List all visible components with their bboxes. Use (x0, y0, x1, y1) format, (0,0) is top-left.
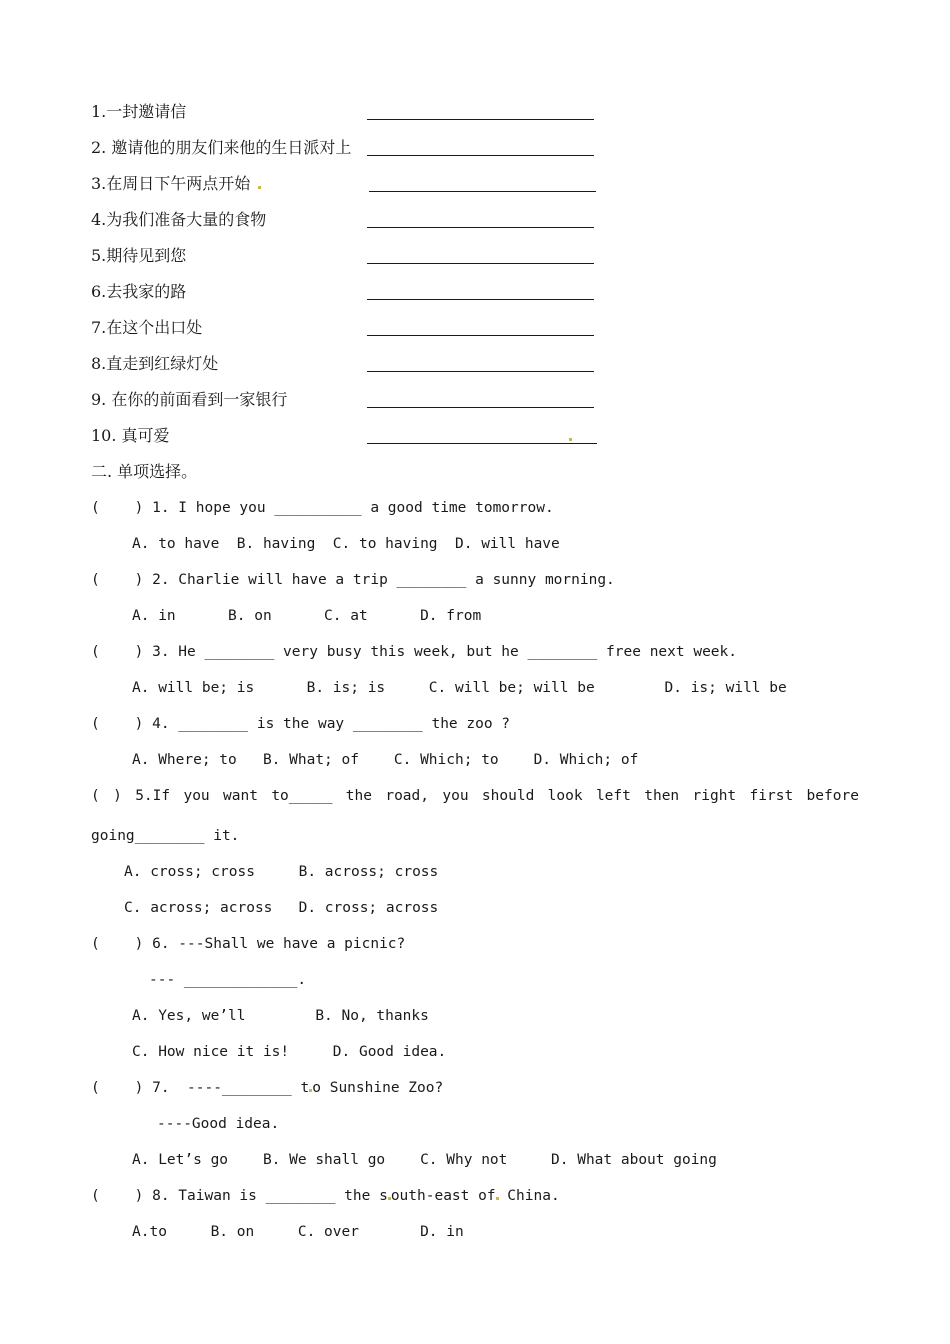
q5-word: right (692, 788, 737, 804)
q5-word: ) (113, 788, 122, 804)
question-4-options: A. Where; to B. What; of C. Which; to D. Which; of (132, 752, 639, 768)
question-1-options: A. to have B. having C. to having D. will have (132, 536, 560, 552)
question-5-options-1: A. cross; cross B. across; cross (124, 864, 439, 880)
q5-word: then (644, 788, 680, 804)
question-8-options: A.to B. on C. over D. in (132, 1224, 464, 1240)
question-5-stem-cont: going________ it. (91, 828, 240, 844)
answer-blank[interactable] (367, 227, 594, 228)
q5-word: left (595, 788, 631, 804)
vocab-item (91, 280, 601, 304)
answer-blank[interactable] (367, 299, 594, 300)
q5-word: before (806, 788, 859, 804)
vocab-item (91, 244, 601, 268)
answer-blank[interactable] (367, 155, 594, 156)
q5-word: 5.If (135, 788, 171, 804)
q5-word: first (749, 788, 794, 804)
vocab-text: 3.在周日下午两点开始 (91, 172, 261, 196)
answer-blank[interactable] (367, 119, 594, 120)
vocab-item (91, 172, 601, 196)
question-3-options: A. will be; is B. is; is C. will be; will be D. is; will be (132, 680, 787, 696)
vocab-text: 6.去我家的路 (91, 282, 187, 301)
stray-mark (569, 438, 572, 441)
section-title: 二. 单项选择。 (91, 462, 198, 481)
q5-word: you (442, 788, 469, 804)
stray-mark (258, 186, 261, 189)
vocab-item (91, 208, 601, 232)
vocab-item (91, 352, 601, 376)
q5-word: road, (385, 788, 429, 804)
vocab-text: 5.期待见到您 (91, 246, 187, 265)
question-2-options: A. in B. on C. at D. from (132, 608, 482, 624)
question-3-stem: ( ) 3. He ________ very busy this week, but he ________ free next week. (91, 644, 738, 660)
q5-word: should (481, 788, 535, 804)
question-7-options: A. Let’s go B. We shall go C. Why not D. What about going (132, 1152, 717, 1168)
question-5-stem (91, 784, 859, 808)
q5-word: ( (91, 788, 100, 804)
question-4-stem: ( ) 4. ________ is the way ________ the zoo ? (91, 716, 511, 732)
vocab-text: 7.在这个出口处 (91, 318, 203, 337)
vocab-item (91, 100, 601, 124)
vocab-text: 9. 在你的前面看到一家银行 (91, 390, 288, 409)
question-6-options-1: A. Yes, we’ll B. No, thanks (132, 1008, 429, 1024)
vocab-item (91, 136, 601, 160)
question-6-options-2: C. How nice it is! D. Good idea. (132, 1044, 447, 1060)
answer-blank[interactable] (367, 335, 594, 336)
vocab-text: 4.为我们准备大量的食物 (91, 210, 267, 229)
q5-word: look (547, 788, 583, 804)
answer-blank[interactable] (367, 443, 597, 444)
question-6-stem: ( ) 6. ---Shall we have a picnic? (91, 936, 406, 952)
question-7-stem: ( ) 7. ----________ t o Sunshine Zoo? (91, 1080, 444, 1096)
vocab-item (91, 424, 601, 448)
q5-word: to_____ (271, 788, 333, 804)
question-1-stem: ( ) 1. I hope you __________ a good time tomorrow. (91, 500, 554, 516)
question-8-stem: ( ) 8. Taiwan is ________ the s outh-east of China. (91, 1188, 560, 1204)
question-6-answer: --- _____________. (149, 972, 307, 988)
answer-blank[interactable] (367, 407, 594, 408)
question-7-reply: ----Good idea. (157, 1116, 280, 1132)
answer-blank[interactable] (369, 191, 596, 192)
q5-word: the (345, 788, 372, 804)
q5-word: want (223, 788, 258, 804)
answer-blank[interactable] (367, 263, 594, 264)
vocab-item (91, 388, 601, 412)
q5-word: you (183, 788, 210, 804)
vocab-text: 10. 真可爱 (91, 426, 170, 445)
question-2-stem: ( ) 2. Charlie will have a trip ________ a sunny morning. (91, 572, 615, 588)
question-5-options-2: C. across; across D. cross; across (124, 900, 439, 916)
vocab-text: 1.一封邀请信 (91, 102, 187, 121)
vocab-text: 2. 邀请他的朋友们来他的生日派对上 (91, 138, 352, 157)
vocab-item (91, 316, 601, 340)
answer-blank[interactable] (367, 371, 594, 372)
vocab-text: 8.直走到红绿灯处 (91, 354, 219, 373)
